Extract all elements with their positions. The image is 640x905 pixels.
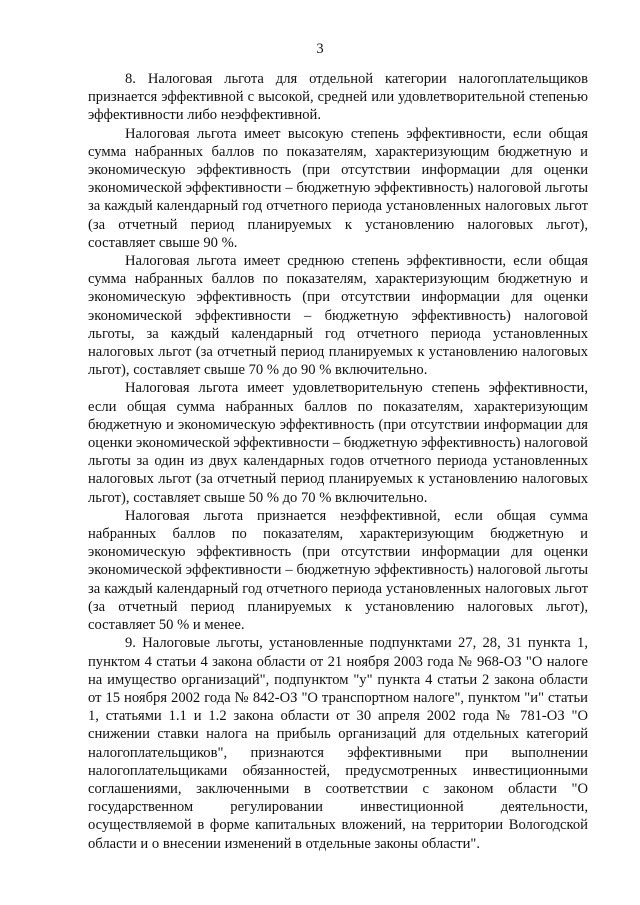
paragraph-item-8: 8. Налоговая льгота для отдельной категории налогоплательщиков признается эффективной с высокой, средней или удовлетворительной степенью эффективности либо неэффективной. <box>88 71 588 124</box>
paragraph-high-efficiency: Налоговая льгота имеет высокую степень эффективности, если общая сумма набранных баллов по показателям, характеризующим бюджетную и экономическую эффективность (при отсутствии информации для оценки экономической эффективности – бюджетную эффективность) налоговой льготы за каждый календарный год отчетного периода установленных налоговых льгот (за отчетный период планируемых к установлению налоговых льгот), составляет свыше 90 %. <box>88 125 588 251</box>
page-number: 3 <box>316 41 324 57</box>
paragraph-satisfactory-efficiency: Налоговая льгота имеет удовлетворительную степень эффективности, если общая сумма набранных баллов по показателям, характеризующим бюджетную и экономическую эффективность (при отсутствии информации для оценки экономической эффективности – бюджетную эффективность) налоговой льготы за один из двух календарных годов отчетного периода установленных налоговых льгот (за отчетный период планируемых к установлению налоговых льгот), составляет свыше 50 % до 70 % включительно. <box>88 380 588 506</box>
paragraph-item-9: 9. Налоговые льготы, установленные подпунктами 27, 28, 31 пункта 1, пунктом 4 статьи 4 закона области от 21 ноября 2003 года № 968-ОЗ "О налоге на имущество организаций", подпунктом "у" пункта 4 статьи 2 закона области от 15 ноября 2002 года № 842-ОЗ "О транспортном налоге", пунктом "и" статьи 1, статьями 1.1 и 1.2 закона области от 30 апреля 2002 года № 781-ОЗ "О снижении ставки налога на прибыль организаций для отдельных категорий налогоплательщиков", признаются эффективными при выполнении налогоплательщиками обязанностей, предусмотренных инвестиционными соглашениями, заключенными в соответствии с законом области "О государственном регулировании инвестиционной деятельности, осуществляемой в форме капитальных вложений, на территории Вологодской области и о внесении изменений в отдельные законы области". <box>88 635 588 852</box>
paragraph-inefficient: Налоговая льгота признается неэффективной, если общая сумма набранных баллов по показателям, характеризующим бюджетную и экономическую эффективность (при отсутствии информации для оценки экономической эффективности – бюджетную эффективность) налоговой льготы за каждый календарный год отчетного периода установленных налоговых льгот (за отчетный период планируемых к установлению налоговых льгот), составляет 50 % и менее. <box>88 507 588 634</box>
document-body <box>88 70 588 853</box>
paragraph-medium-efficiency: Налоговая льгота имеет среднюю степень эффективности, если общая сумма набранных баллов по показателям, характеризующим бюджетную и экономическую эффективность (при отсутствии информации для оценки экономической эффективности – бюджетную эффективность) налоговой льготы, за каждый календарный год отчетного периода установленных налоговых льгот (за отчетный период планируемых к установлению налоговых льгот), составляет свыше 70 % до 90 % включительно. <box>88 253 588 379</box>
